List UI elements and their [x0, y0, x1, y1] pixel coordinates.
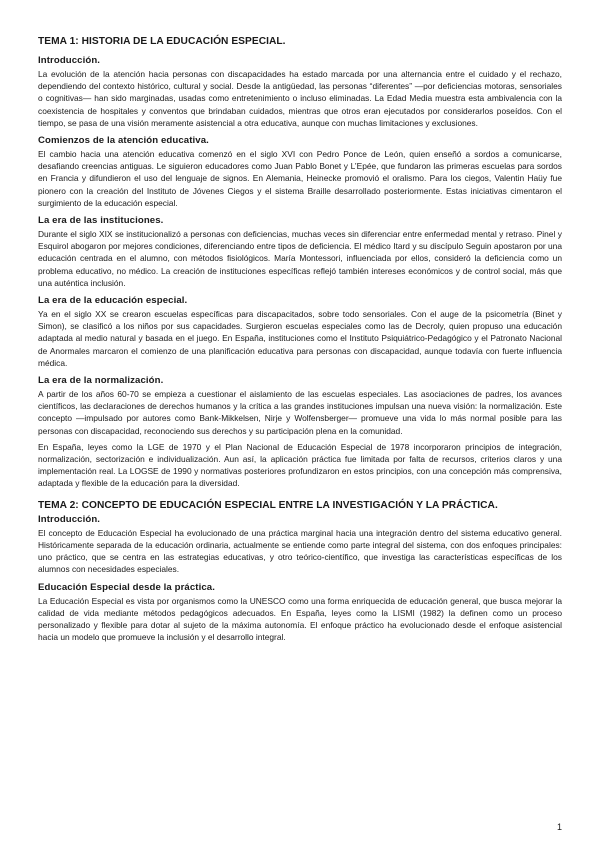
tema1-section2-paragraph: Durante el siglo XIX se institucionalizó a personas con deficiencias, muchas veces sin diferenciar entre enfermedad mental y retraso. Pinel y Esquirol abogaron por mejores condiciones, diferenciando entre tipos de deficiencia. El médico Itard y su discípulo Seguin apostaron por una educación centrada en el alumno, con métodos fisiológicos. María Montessori, influenciada por ellos, consideró la deficiencia como un problema educativo, no médico. La creación de instituciones específicas reflejó también intereses económicos y de control social, más que una auténtica inclusión.: [38, 229, 562, 288]
tema1-section2-heading: La era de las instituciones.: [38, 215, 164, 227]
tema2-section1-heading: Educación Especial desde la práctica.: [38, 581, 215, 593]
tema2-intro-heading: Introducción.: [38, 513, 101, 525]
tema1-section3-heading: La era de la educación especial.: [38, 295, 188, 307]
tema1-section1-heading: Comienzos de la atención educativa.: [38, 135, 209, 147]
tema1-section4-paragraph-2: En España, leyes como la LGE de 1970 y el Plan Nacional de Educación Especial de 1978 incorporaron principios de integración, normalización, sectorización e individualización. Aun así, la aplicación práctica fue limitada por falta de recursos, criterios claros y una implementación real. La LOGSE de 1990 y normativas posteriores profundizaron en estos principios, con una concepción más comprensiva, adaptada y flexible de la educación para la diversidad.: [38, 441, 562, 489]
tema1-intro-heading: Introducción.: [38, 55, 101, 66]
tema1-section4-heading: La era de la normalización.: [38, 375, 164, 387]
tema2-title: TEMA 2: CONCEPTO DE EDUCACIÓN ESPECIAL ENTRE LA INVESTIGACIÓN Y LA PRÁCTICA.: [38, 499, 498, 511]
page-number: 1: [556, 822, 562, 832]
tema1-intro-paragraph: La evolución de la atención hacia personas con discapacidades ha estado marcada por una alternancia entre el cuidado y el rechazo, dependiendo del contexto histórico, cultural y social. Desde la antigüedad, las personas “diferentes” —por deficiencias motoras, sensoriales o cognitivas— han sido marginadas, usadas como entretenimiento o incluso eliminadas. La Edad Media muestra esta ambivalencia con la coexistencia de hospitales y conventos que brindaban cuidados, mientras que otros eran ejecutados por considerarlos poseídos. Con el tiempo, se pasa de una visión meramente asistencial a otra educativa, aunque con muchas limitaciones y exclusiones.: [38, 69, 562, 128]
tema1-title: TEMA 1: HISTORIA DE LA EDUCACIÓN ESPECIAL.: [38, 36, 286, 47]
tema2-section1-paragraph: La Educación Especial es vista por organismos como la UNESCO como una forma enriquecida de educación general, que busca mejorar la calidad de vida mediante métodos pedagógicos adecuados. En España, leyes como la LISMI (1982) la definen como un proceso personalizado y flexible para dotar al sujeto de la máxima autonomía. El enfoque práctico ha evolucionado desde el enfoque asistencial hacia un modelo que promueve la inclusión y el desarrollo integral.: [38, 595, 562, 643]
tema1-section4-paragraph-1: A partir de los años 60-70 se empieza a cuestionar el aislamiento de las escuelas especiales. Las asociaciones de padres, los avances científicos, las declaraciones de derechos humanos y la crítica a las grandes instituciones impulsan una nueva visión: la normalización. Este concepto —impulsado por autores como Bank-Mikkelsen, Nirje y Wolfensberger— promueve una vida lo más normal posible para las personas con discapacidad, reconociendo sus derechos y su participación plena en la comunidad.: [38, 389, 562, 436]
tema1-section1-paragraph: El cambio hacia una atención educativa comenzó en el siglo XVI con Pedro Ponce de León, quien enseñó a sordos a comunicarse, desafiando creencias antiguas. Le siguieron educadores como Juan Pablo Bonet y L’Epée, que fundaron las primeras escuelas para sordos en Francia y difundieron el uso del lenguaje de signos. En Alemania, Heinecke promovió el oralismo. Para los ciegos, Valentin Haüy fue pionero con la creación del Instituto de Jóvenes Ciegos y el sistema Braille desarrollado posteriormente. Estas iniciativas cimentaron el surgimiento de la educación especial.: [38, 149, 562, 208]
tema1-section3-paragraph: Ya en el siglo XX se crearon escuelas específicas para discapacitados, sobre todo sensoriales. Con el auge de la psicometría (Binet y Simon), se clasificó a los niños por sus capacidades. Surgieron escuelas especiales como las de Decroly, quien propuso una educación adaptada al medio natural y basada en el juego. En España, instituciones como el Instituto Psiquiátrico-Pedagógico y el Patronato Nacional de Anormales marcaron el comienzo de una planificación educativa para personas con discapacidad, aunque todavía con fuerte influencia médica.: [38, 309, 562, 368]
tema2-intro-paragraph: El concepto de Educación Especial ha evolucionado de una práctica marginal hacia una integración dentro del sistema educativo general. Históricamente separada de la educación ordinaria, actualmente se entiende como parte integral del sistema, con dos enfoques principales: uno práctico, que se centra en las estrategias educativas, y otro teórico-científico, que investiga las características específicas de los alumnos con necesidades especiales.: [38, 527, 562, 575]
